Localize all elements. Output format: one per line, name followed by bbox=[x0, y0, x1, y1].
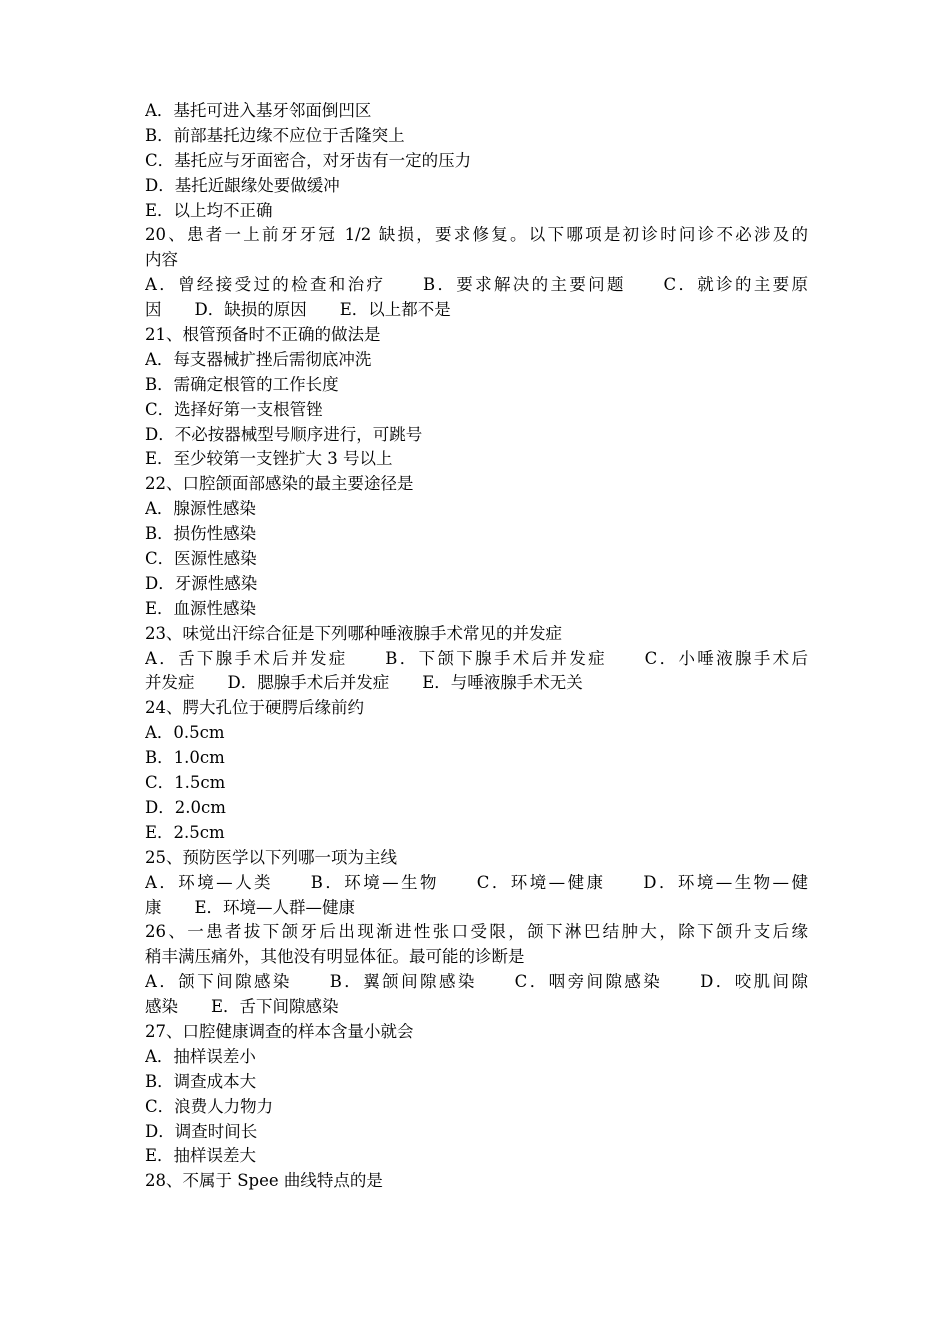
question-list bbox=[145, 99, 808, 1194]
question-26: 26、一患者拔下颌牙后出现渐进性张口受限，颌下淋巴结肿大，除下颌升支后缘 bbox=[145, 922, 808, 942]
option-line: D．2.0cm bbox=[145, 797, 226, 817]
option-line: C．浪费人力物力 bbox=[145, 1096, 274, 1116]
question-27: 27、口腔健康调查的样本含量小就会 bbox=[145, 1021, 414, 1041]
option-line: E．2.5cm bbox=[145, 822, 225, 842]
option-line: C．1.5cm bbox=[145, 773, 226, 793]
option-line: B．调查成本大 bbox=[145, 1071, 257, 1091]
option-line: A．基托可进入基牙邻面倒凹区 bbox=[145, 101, 372, 120]
question-28: 28、不属于 Spee 曲线特点的是 bbox=[145, 1171, 383, 1191]
question-26-continued: 稍丰满压痛外，其他没有明显体征。最可能的诊断是 bbox=[145, 947, 525, 967]
option-line: 因 D．缺损的原因 E．以上都不是 bbox=[145, 300, 451, 320]
option-line: B．1.0cm bbox=[145, 748, 225, 768]
option-line: A．每支器械扩挫后需彻底冲洗 bbox=[145, 349, 372, 369]
option-line: D．基托近龈缘处要做缓冲 bbox=[145, 175, 340, 195]
option-line: A．曾经接受过的检查和治疗 B．要求解决的主要问题 C．就诊的主要原 bbox=[145, 275, 808, 295]
option-line: A．0.5cm bbox=[145, 723, 225, 743]
option-line: C．医源性感染 bbox=[145, 549, 257, 569]
option-line: B．损伤性感染 bbox=[145, 524, 257, 544]
option-line: E．抽样误差大 bbox=[145, 1146, 257, 1166]
option-line: D．调查时间长 bbox=[145, 1121, 258, 1141]
question-20: 20、患者一上前牙牙冠 1/2 缺损，要求修复。以下哪项是初诊时问诊不必涉及的 bbox=[145, 225, 808, 245]
option-line: E．至少较第一支锉扩大 3 号以上 bbox=[145, 449, 393, 469]
option-line: B．需确定根管的工作长度 bbox=[145, 374, 339, 394]
option-line: A．腺源性感染 bbox=[145, 499, 256, 519]
option-line: A．抽样误差小 bbox=[145, 1046, 256, 1066]
option-line: A．环境—人类 B．环境—生物 C．环境—健康 D．环境—生物—健 bbox=[145, 872, 808, 892]
question-24: 24、腭大孔位于硬腭后缘前约 bbox=[145, 698, 364, 718]
option-line: 感染 E．舌下间隙感染 bbox=[145, 997, 339, 1017]
option-line: B．前部基托边缘不应位于舌隆突上 bbox=[145, 125, 405, 145]
question-23: 23、味觉出汗综合征是下列哪种唾液腺手术常见的并发症 bbox=[145, 623, 562, 643]
option-line: E．血源性感染 bbox=[145, 598, 257, 618]
question-22: 22、口腔颌面部感染的最主要途径是 bbox=[145, 474, 414, 494]
option-line: A．舌下腺手术后并发症 B．下颌下腺手术后并发症 C．小唾液腺手术后 bbox=[145, 648, 808, 668]
option-line: D．不必按器械型号顺序进行，可跳号 bbox=[145, 424, 423, 444]
option-line: 并发症 D．腮腺手术后并发症 E．与唾液腺手术无关 bbox=[145, 673, 583, 693]
question-20-continued: 内容 bbox=[145, 250, 178, 270]
option-line: A．颌下间隙感染 B．翼颌间隙感染 C．咽旁间隙感染 D．咬肌间隙 bbox=[145, 972, 808, 992]
option-line: D．牙源性感染 bbox=[145, 573, 258, 593]
question-25: 25、预防医学以下列哪一项为主线 bbox=[145, 847, 397, 867]
option-line: C．选择好第一支根管锉 bbox=[145, 399, 323, 419]
option-line: 康 E．环境—人群—健康 bbox=[145, 897, 356, 917]
option-line: E．以上均不正确 bbox=[145, 200, 273, 220]
question-21: 21、根管预备时不正确的做法是 bbox=[145, 325, 381, 345]
option-line: C．基托应与牙面密合，对牙齿有一定的压力 bbox=[145, 150, 472, 170]
